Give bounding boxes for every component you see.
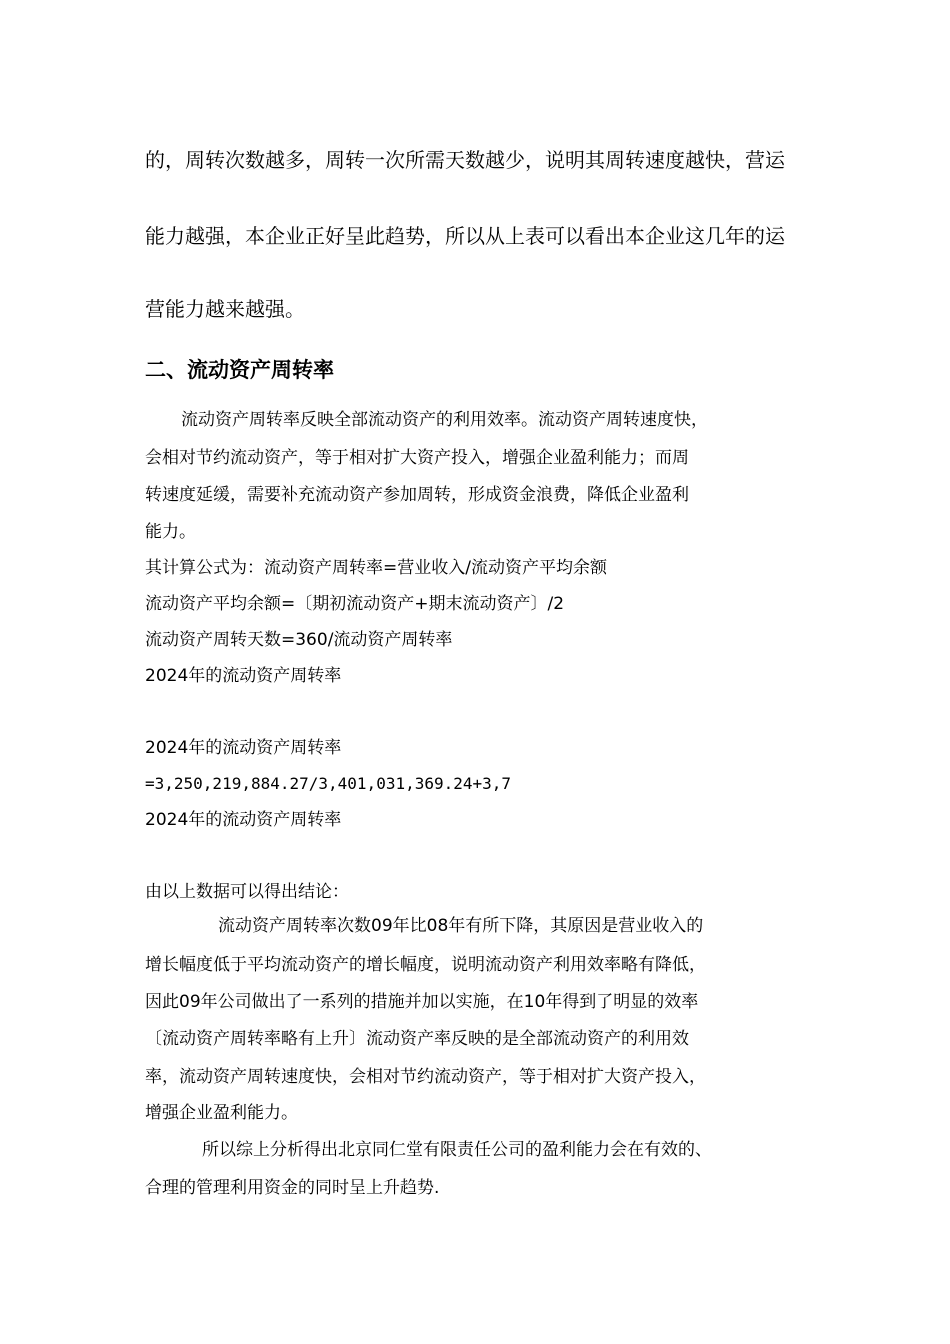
formula-line-1: 其计算公式为：流动资产周转率=营业收入/流动资产平均余额 [145, 558, 607, 578]
intro-line-2: 能力越强，本企业正好呈此趋势，所以从上表可以看出本企业这几年的运 [145, 224, 785, 248]
calculation-line-1: 2024年的流动资产周转率 [145, 738, 342, 758]
description-line-4: 能力。 [145, 522, 196, 542]
formula-line-2: 流动资产平均余额=〔期初流动资产+期末流动资产〕/2 [145, 594, 565, 614]
conclusion-line-6: 增强企业盈利能力。 [145, 1103, 298, 1123]
summary-line-1: 所以综上分析得出北京同仁堂有限责任公司的盈利能力会在有效的、 [202, 1140, 712, 1160]
conclusion-line-3: 因此09年公司做出了一系列的措施并加以实施，在10年得到了明显的效率 [145, 992, 699, 1012]
summary-line-2: 合理的管理利用资金的同时呈上升趋势. [145, 1178, 440, 1198]
formula-line-3: 流动资产周转天数=360/流动资产周转率 [145, 630, 453, 650]
conclusion-line-5: 率，流动资产周转速度快，会相对节约流动资产，等于相对扩大资产投入， [145, 1067, 706, 1087]
conclusion-line-2: 增长幅度低于平均流动资产的增长幅度，说明流动资产利用效率略有降低， [145, 955, 706, 975]
description-line-3: 转速度延缓，需要补充流动资产参加周转，形成资金浪费，降低企业盈利 [145, 485, 689, 505]
description-line-1: 流动资产周转率反映全部流动资产的利用效率。流动资产周转速度快， [181, 410, 708, 430]
conclusion-intro: 由以上数据可以得出结论： [145, 882, 349, 902]
conclusion-line-4: 〔流动资产周转率略有上升〕流动资产率反映的是全部流动资产的利用效 [145, 1029, 689, 1049]
intro-line-1: 的，周转次数越多，周转一次所需天数越少，说明其周转速度越快，营运 [145, 148, 785, 172]
calculation-line-3: 2024年的流动资产周转率 [145, 810, 342, 830]
calculation-line-2: =3,250,219,884.27/3,401,031,369.24+3,7 [145, 774, 512, 793]
description-line-2: 会相对节约流动资产，等于相对扩大资产投入，增强企业盈利能力；而周 [145, 448, 689, 468]
section-heading: 二、流动资产周转率 [145, 358, 334, 382]
conclusion-line-1: 流动资产周转率次数09年比08年有所下降，其原因是营业收入的 [218, 916, 704, 936]
formula-line-4: 2024年的流动资产周转率 [145, 666, 342, 686]
intro-line-3: 营能力越来越强。 [145, 297, 305, 321]
